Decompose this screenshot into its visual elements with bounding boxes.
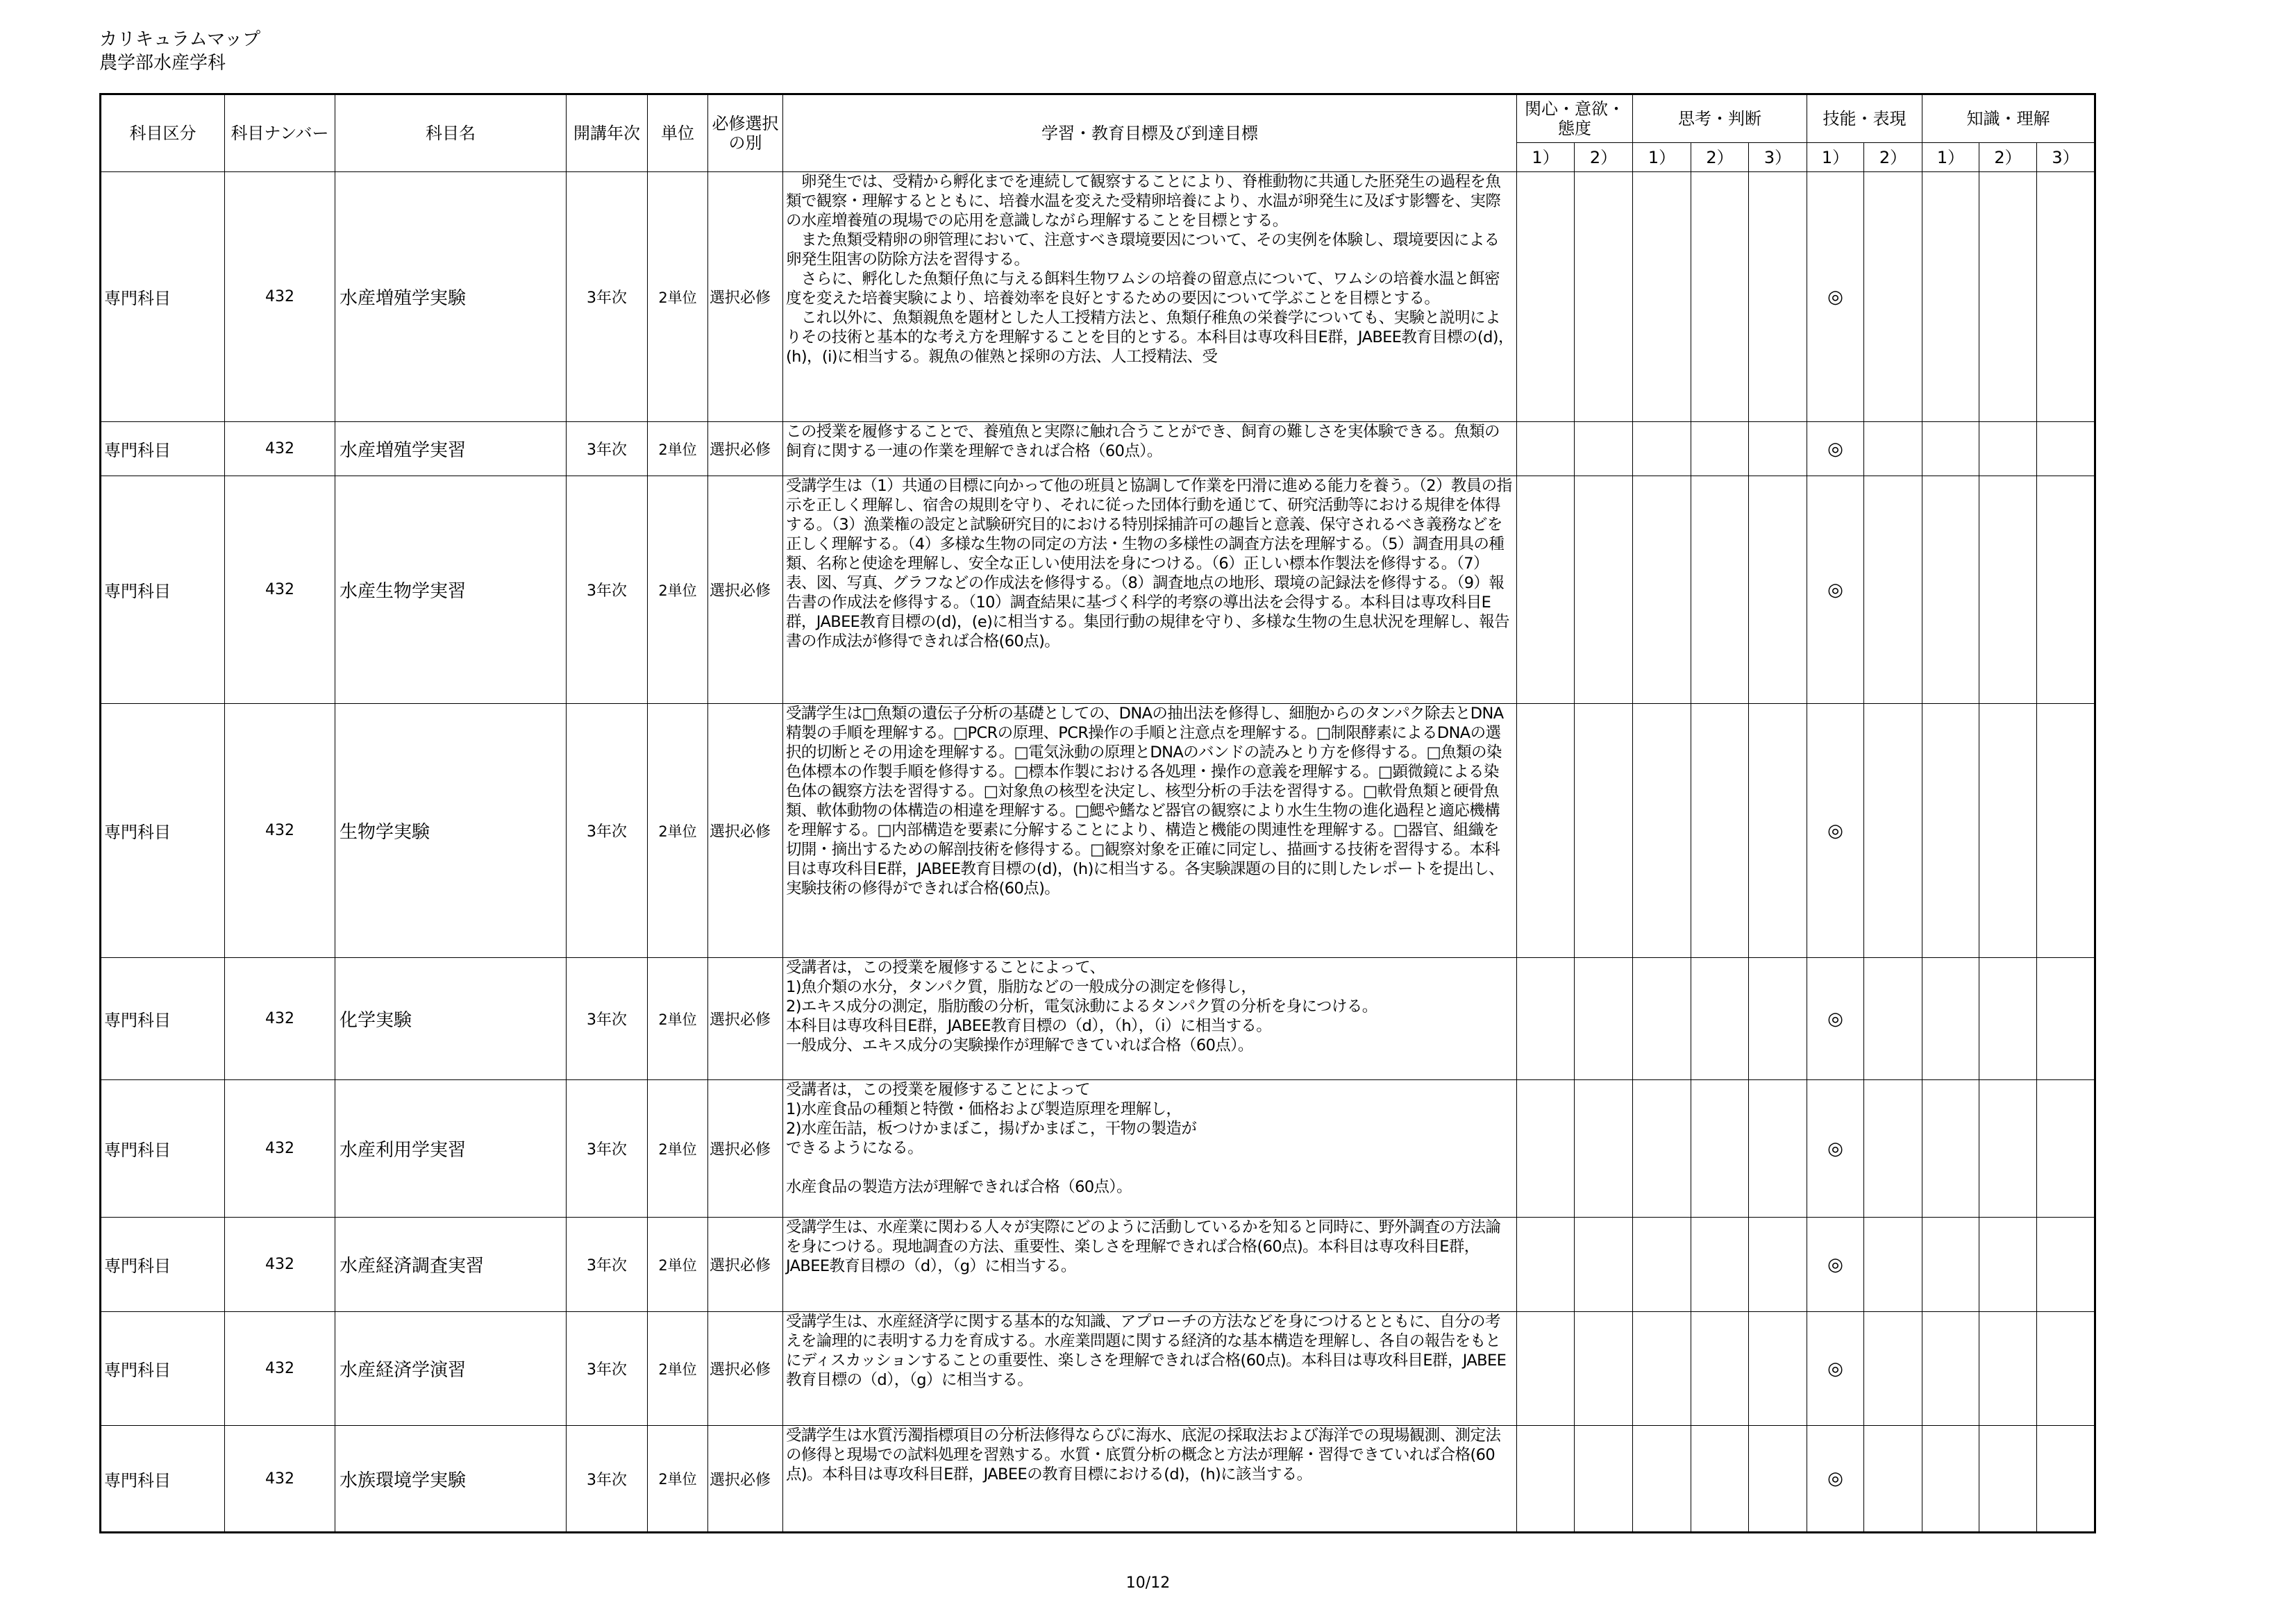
subject-required: 選択必修 bbox=[708, 1426, 783, 1533]
mark-knowledge-3 bbox=[2037, 1218, 2095, 1312]
mark-knowledge-3 bbox=[2037, 958, 2095, 1080]
subject-year: 3年次 bbox=[567, 704, 648, 958]
subject-category: 専門科目 bbox=[101, 1312, 225, 1426]
subject-goal: 卵発生では、受精から孵化までを連続して観察することにより、脊椎動物に共通した胚発生の過程を魚類で観察・理解するとともに、培養水温を変えた受精卵培養により、水温が卵発生に及ぼす影響を、実際の水産増養殖の現場での応用を意識しながら理解することを目標とする。 また魚類受精卵の卵管理において、注意すべき環境要因について、その実例を体験し、環境要因による卵発生阻害の防除方法を習得する。 さらに、孵化した魚類仔魚に与える餌料生物ワムシの培養の留意点について、ワムシの培養水温と餌密度を変えた培養実験により、培養効率を良好とするための要因について学ぶことを目標とする。 これ以外に、魚類親魚を題材とした人工授精方法と、魚類仔稚魚の栄養学についても、実験と説明によりその技術と基本的な考え方を理解することを目的とする。本科目は専攻科目E群，JABEE教育目標の(d)，(h)，(i)に相当する。親魚の催熟と採卵の方法、人工授精法、受 bbox=[783, 172, 1517, 422]
sub-header-thinking-3: 3） bbox=[1749, 143, 1807, 172]
subject-name: 水族環境学実験 bbox=[335, 1426, 567, 1533]
mark-knowledge-3 bbox=[2037, 422, 2095, 476]
mark-thinking-2 bbox=[1691, 476, 1749, 704]
mark-interest-1 bbox=[1517, 1218, 1575, 1312]
header-year: 開講年次 bbox=[567, 94, 648, 172]
subject-units: 2単位 bbox=[648, 704, 708, 958]
mark-skill-2 bbox=[1864, 172, 1922, 422]
mark-thinking-3 bbox=[1749, 1080, 1807, 1218]
subject-required: 選択必修 bbox=[708, 958, 783, 1080]
mark-thinking-1 bbox=[1633, 476, 1691, 704]
subject-year: 3年次 bbox=[567, 422, 648, 476]
table-row bbox=[101, 422, 2095, 476]
curriculum-table bbox=[99, 93, 2096, 1533]
mark-thinking-2 bbox=[1691, 1080, 1749, 1218]
mark-skill-1: ◎ bbox=[1807, 1426, 1864, 1533]
mark-skill-1: ◎ bbox=[1807, 422, 1864, 476]
subject-goal: 受講学生は、水産経済学に関する基本的な知識、アプローチの方法などを身につけるとともに、自分の考えを論理的に表明する力を育成する。水産業問題に関する経済的な基本構造を理解し、各自の報告をもとにディスカッションすることの重要性、楽しさを理解できれば合格(60点)。本科目は専攻科目E群，JABEE教育目標の（d），（g）に相当する。 bbox=[783, 1312, 1517, 1426]
mark-interest-1 bbox=[1517, 1312, 1575, 1426]
mark-skill-1: ◎ bbox=[1807, 704, 1864, 958]
table-row bbox=[101, 476, 2095, 704]
subject-year: 3年次 bbox=[567, 1312, 648, 1426]
mark-interest-2 bbox=[1575, 1426, 1633, 1533]
mark-knowledge-3 bbox=[2037, 1080, 2095, 1218]
header-goals: 学習・教育目標及び到達目標 bbox=[783, 94, 1517, 172]
subject-number: 432 bbox=[225, 476, 335, 704]
subject-units: 2単位 bbox=[648, 422, 708, 476]
subject-required: 選択必修 bbox=[708, 422, 783, 476]
mark-thinking-1 bbox=[1633, 172, 1691, 422]
subject-category: 専門科目 bbox=[101, 1426, 225, 1533]
mark-thinking-1 bbox=[1633, 1080, 1691, 1218]
subject-year: 3年次 bbox=[567, 1218, 648, 1312]
mark-knowledge-3 bbox=[2037, 704, 2095, 958]
mark-thinking-3 bbox=[1749, 958, 1807, 1080]
sub-header-knowledge-1: 1） bbox=[1922, 143, 1979, 172]
mark-interest-2 bbox=[1575, 476, 1633, 704]
mark-thinking-2 bbox=[1691, 172, 1749, 422]
mark-skill-2 bbox=[1864, 1080, 1922, 1218]
header-group-knowledge: 知識・理解 bbox=[1922, 94, 2095, 143]
mark-thinking-2 bbox=[1691, 958, 1749, 1080]
header-units: 単位 bbox=[648, 94, 708, 172]
subject-category: 専門科目 bbox=[101, 1218, 225, 1312]
mark-skill-2 bbox=[1864, 704, 1922, 958]
header-group-interest: 関心・意欲・態度 bbox=[1517, 94, 1633, 143]
mark-knowledge-1 bbox=[1922, 422, 1979, 476]
mark-knowledge-2 bbox=[1979, 1080, 2037, 1218]
subject-required: 選択必修 bbox=[708, 1080, 783, 1218]
mark-thinking-2 bbox=[1691, 1312, 1749, 1426]
subject-name: 水産経済調査実習 bbox=[335, 1218, 567, 1312]
mark-skill-2 bbox=[1864, 476, 1922, 704]
mark-thinking-1 bbox=[1633, 704, 1691, 958]
subject-name: 生物学実験 bbox=[335, 704, 567, 958]
title-line-1: カリキュラムマップ bbox=[99, 29, 261, 50]
subject-goal: 受講学生は水質汚濁指標項目の分析法修得ならびに海水、底泥の採取法および海洋での現場観測、測定法の修得と現場での試料処理を習熟する。水質・底質分析の概念と方法が理解・習得できていれば合格(60点)。本科目は専攻科目E群，JABEEの教育目標における(d)，(h)に該当する。 bbox=[783, 1426, 1517, 1533]
mark-thinking-1 bbox=[1633, 1426, 1691, 1533]
mark-knowledge-2 bbox=[1979, 958, 2037, 1080]
subject-category: 専門科目 bbox=[101, 476, 225, 704]
mark-thinking-1 bbox=[1633, 958, 1691, 1080]
mark-knowledge-3 bbox=[2037, 1426, 2095, 1533]
header-category: 科目区分 bbox=[101, 94, 225, 172]
subject-name: 水産生物学実習 bbox=[335, 476, 567, 704]
subject-goal: 受講者は，この授業を履修することによって 1)水産食品の種類と特徴・価格および製造原理を理解し， 2)水産缶詰，板つけかまぼこ，揚げかまぼこ，干物の製造が できるようになる。 水産食品の製造方法が理解できれば合格（60点）。 bbox=[783, 1080, 1517, 1218]
mark-thinking-2 bbox=[1691, 422, 1749, 476]
mark-skill-1: ◎ bbox=[1807, 958, 1864, 1080]
subject-year: 3年次 bbox=[567, 1426, 648, 1533]
mark-interest-1 bbox=[1517, 422, 1575, 476]
subject-units: 2単位 bbox=[648, 958, 708, 1080]
mark-interest-1 bbox=[1517, 704, 1575, 958]
subject-name: 水産経済学演習 bbox=[335, 1312, 567, 1426]
mark-thinking-3 bbox=[1749, 704, 1807, 958]
mark-knowledge-3 bbox=[2037, 476, 2095, 704]
subject-category: 専門科目 bbox=[101, 172, 225, 422]
table-row bbox=[101, 1426, 2095, 1533]
mark-skill-1: ◎ bbox=[1807, 476, 1864, 704]
mark-knowledge-2 bbox=[1979, 1426, 2037, 1533]
subject-units: 2単位 bbox=[648, 1080, 708, 1218]
mark-knowledge-3 bbox=[2037, 1312, 2095, 1426]
subject-goal: 受講学生は□魚類の遺伝子分析の基礎としての、DNAの抽出法を修得し、細胞からのタンパク除去とDNA精製の手順を理解する。□PCRの原理、PCR操作の手順と注意点を理解する。□制限酵素によるDNAの選択的切断とその用途を理解する。□電気泳動の原理とDNAのバンドの読みとり方を修得する。□魚類の染色体標本の作製手順を修得する。□標本作製における各処理・操作の意義を理解する。□顕微鏡による染色体の観察方法を習得する。□対象魚の核型を決定し、核型分析の手法を習得する。□軟骨魚類と硬骨魚類、軟体動物の体構造の相違を理解する。□鰓や鰭など器官の観察により水生生物の進化過程と適応機構を理解する。□内部構造を要素に分解することにより、構造と機能の関連性を理解する。□器官、組織を切開・摘出するための解剖技術を修得する。□観察対象を正確に同定し、描画する技術を習得する。本科目は専攻科目E群，JABEE教育目標の(d)，(h)に相当する。各実験課題の目的に則したレポートを提出し、実験技術の修得ができれば合格(60点)。 bbox=[783, 704, 1517, 958]
subject-number: 432 bbox=[225, 1218, 335, 1312]
mark-knowledge-1 bbox=[1922, 1312, 1979, 1426]
table-row bbox=[101, 1312, 2095, 1426]
subject-required: 選択必修 bbox=[708, 1218, 783, 1312]
mark-thinking-3 bbox=[1749, 476, 1807, 704]
subject-number: 432 bbox=[225, 958, 335, 1080]
mark-interest-2 bbox=[1575, 1218, 1633, 1312]
subject-number: 432 bbox=[225, 422, 335, 476]
mark-thinking-2 bbox=[1691, 1426, 1749, 1533]
subject-units: 2単位 bbox=[648, 476, 708, 704]
sub-header-skill-1: 1） bbox=[1807, 143, 1864, 172]
mark-interest-2 bbox=[1575, 172, 1633, 422]
subject-goal: 受講者は，この授業を履修することによって、 1)魚介類の水分，タンパク質，脂肪などの一般成分の測定を修得し， 2)エキス成分の測定，脂肪酸の分析，電気泳動によるタンパク質の分析を身につける。 本科目は専攻科目E群，JABEE教育目標の（d），（h），（i）に相当する。 一般成分、エキス成分の実験操作が理解できていれば合格（60点）。 bbox=[783, 958, 1517, 1080]
table-row bbox=[101, 172, 2095, 422]
mark-knowledge-1 bbox=[1922, 958, 1979, 1080]
mark-skill-1: ◎ bbox=[1807, 1312, 1864, 1426]
mark-thinking-3 bbox=[1749, 172, 1807, 422]
subject-units: 2単位 bbox=[648, 172, 708, 422]
mark-interest-1 bbox=[1517, 1080, 1575, 1218]
subject-required: 選択必修 bbox=[708, 172, 783, 422]
subject-units: 2単位 bbox=[648, 1218, 708, 1312]
subject-name: 水産利用学実習 bbox=[335, 1080, 567, 1218]
table-row bbox=[101, 704, 2095, 958]
subject-goal: この授業を履修することで、養殖魚と実際に触れ合うことができ、飼育の難しさを実体験できる。魚類の飼育に関する一連の作業を理解できれば合格（60点）。 bbox=[783, 422, 1517, 476]
mark-knowledge-1 bbox=[1922, 1426, 1979, 1533]
subject-name: 水産増殖学実験 bbox=[335, 172, 567, 422]
sub-header-knowledge-2: 2） bbox=[1979, 143, 2037, 172]
table-row bbox=[101, 1080, 2095, 1218]
table-row bbox=[101, 958, 2095, 1080]
header-number: 科目ナンバー bbox=[225, 94, 335, 172]
mark-thinking-3 bbox=[1749, 1218, 1807, 1312]
mark-knowledge-2 bbox=[1979, 704, 2037, 958]
header-name: 科目名 bbox=[335, 94, 567, 172]
mark-knowledge-1 bbox=[1922, 476, 1979, 704]
mark-thinking-2 bbox=[1691, 704, 1749, 958]
header-group-thinking: 思考・判断 bbox=[1633, 94, 1807, 143]
document-title bbox=[99, 28, 260, 75]
sub-header-interest-2: 2） bbox=[1575, 143, 1633, 172]
subject-number: 432 bbox=[225, 1312, 335, 1426]
subject-year: 3年次 bbox=[567, 172, 648, 422]
subject-category: 専門科目 bbox=[101, 958, 225, 1080]
subject-category: 専門科目 bbox=[101, 1080, 225, 1218]
mark-knowledge-2 bbox=[1979, 422, 2037, 476]
mark-skill-2 bbox=[1864, 958, 1922, 1080]
mark-interest-2 bbox=[1575, 704, 1633, 958]
subject-name: 化学実験 bbox=[335, 958, 567, 1080]
mark-knowledge-1 bbox=[1922, 1218, 1979, 1312]
mark-interest-1 bbox=[1517, 1426, 1575, 1533]
mark-interest-1 bbox=[1517, 476, 1575, 704]
mark-knowledge-1 bbox=[1922, 1080, 1979, 1218]
header-required: 必修選択の別 bbox=[708, 94, 783, 172]
mark-knowledge-2 bbox=[1979, 172, 2037, 422]
sub-header-thinking-1: 1） bbox=[1633, 143, 1691, 172]
table-row bbox=[101, 1218, 2095, 1312]
mark-thinking-3 bbox=[1749, 422, 1807, 476]
mark-knowledge-2 bbox=[1979, 476, 2037, 704]
sub-header-knowledge-3: 3） bbox=[2037, 143, 2095, 172]
subject-year: 3年次 bbox=[567, 958, 648, 1080]
mark-knowledge-2 bbox=[1979, 1218, 2037, 1312]
subject-required: 選択必修 bbox=[708, 704, 783, 958]
mark-thinking-2 bbox=[1691, 1218, 1749, 1312]
mark-thinking-3 bbox=[1749, 1312, 1807, 1426]
subject-category: 専門科目 bbox=[101, 422, 225, 476]
subject-year: 3年次 bbox=[567, 1080, 648, 1218]
mark-interest-2 bbox=[1575, 958, 1633, 1080]
header-group-skill: 技能・表現 bbox=[1807, 94, 1922, 143]
mark-knowledge-2 bbox=[1979, 1312, 2037, 1426]
mark-interest-1 bbox=[1517, 172, 1575, 422]
mark-interest-2 bbox=[1575, 1312, 1633, 1426]
mark-interest-2 bbox=[1575, 422, 1633, 476]
mark-knowledge-1 bbox=[1922, 172, 1979, 422]
subject-category: 専門科目 bbox=[101, 704, 225, 958]
mark-interest-1 bbox=[1517, 958, 1575, 1080]
subject-required: 選択必修 bbox=[708, 476, 783, 704]
mark-skill-2 bbox=[1864, 1312, 1922, 1426]
mark-thinking-3 bbox=[1749, 1426, 1807, 1533]
subject-year: 3年次 bbox=[567, 476, 648, 704]
sub-header-thinking-2: 2） bbox=[1691, 143, 1749, 172]
sub-header-skill-2: 2） bbox=[1864, 143, 1922, 172]
subject-goal: 受講学生は（1）共通の目標に向かって他の班員と協調して作業を円滑に進める能力を養う。（2）教員の指示を正しく理解し、宿舎の規則を守り、それに従った団体行動を通じて、研究活動等における規律を体得する。（3）漁業権の設定と試験研究目的における特別採捕許可の趣旨と意義、保守されるべき義務などを正しく理解する。（4）多様な生物の同定の方法・生物の多様性の調査方法を理解する。（5）調査用具の種類、名称と使途を理解し、安全な正しい使用法を身につける。（6）正しい標本作製法を修得する。（7）表、図、写真、グラフなどの作成法を修得する。（8）調査地点の地形、環境の記録法を修得する。（9）報告書の作成法を修得する。（10）調査結果に基づく科学的考察の導出法を会得する。本科目は専攻科目E群，JABEE教育目標の(d)，(e)に相当する。集団行動の規律を守り、多様な生物の生息状況を理解し、報告書の作成法が修得できれば合格(60点)。 bbox=[783, 476, 1517, 704]
subject-number: 432 bbox=[225, 1426, 335, 1533]
subject-number: 432 bbox=[225, 704, 335, 958]
subject-units: 2単位 bbox=[648, 1312, 708, 1426]
mark-knowledge-3 bbox=[2037, 172, 2095, 422]
page-number: 10/12 bbox=[1125, 1574, 1171, 1592]
mark-interest-2 bbox=[1575, 1080, 1633, 1218]
subject-number: 432 bbox=[225, 172, 335, 422]
title-line-2: 農学部水産学科 bbox=[99, 53, 226, 74]
mark-thinking-1 bbox=[1633, 1312, 1691, 1426]
mark-knowledge-1 bbox=[1922, 704, 1979, 958]
sub-header-interest-1: 1） bbox=[1517, 143, 1575, 172]
mark-thinking-1 bbox=[1633, 1218, 1691, 1312]
mark-skill-1: ◎ bbox=[1807, 1218, 1864, 1312]
subject-name: 水産増殖学実習 bbox=[335, 422, 567, 476]
subject-required: 選択必修 bbox=[708, 1312, 783, 1426]
mark-skill-2 bbox=[1864, 1218, 1922, 1312]
mark-skill-1: ◎ bbox=[1807, 172, 1864, 422]
mark-skill-2 bbox=[1864, 422, 1922, 476]
subject-units: 2単位 bbox=[648, 1426, 708, 1533]
mark-thinking-1 bbox=[1633, 422, 1691, 476]
subject-number: 432 bbox=[225, 1080, 335, 1218]
mark-skill-2 bbox=[1864, 1426, 1922, 1533]
subject-goal: 受講学生は、水産業に関わる人々が実際にどのように活動しているかを知ると同時に、野外調査の方法論を身につける。現地調査の方法、重要性、楽しさを理解できれば合格(60点)。本科目は専攻科目E群，JABEE教育目標の（d），（g）に相当する。 bbox=[783, 1218, 1517, 1312]
mark-skill-1: ◎ bbox=[1807, 1080, 1864, 1218]
